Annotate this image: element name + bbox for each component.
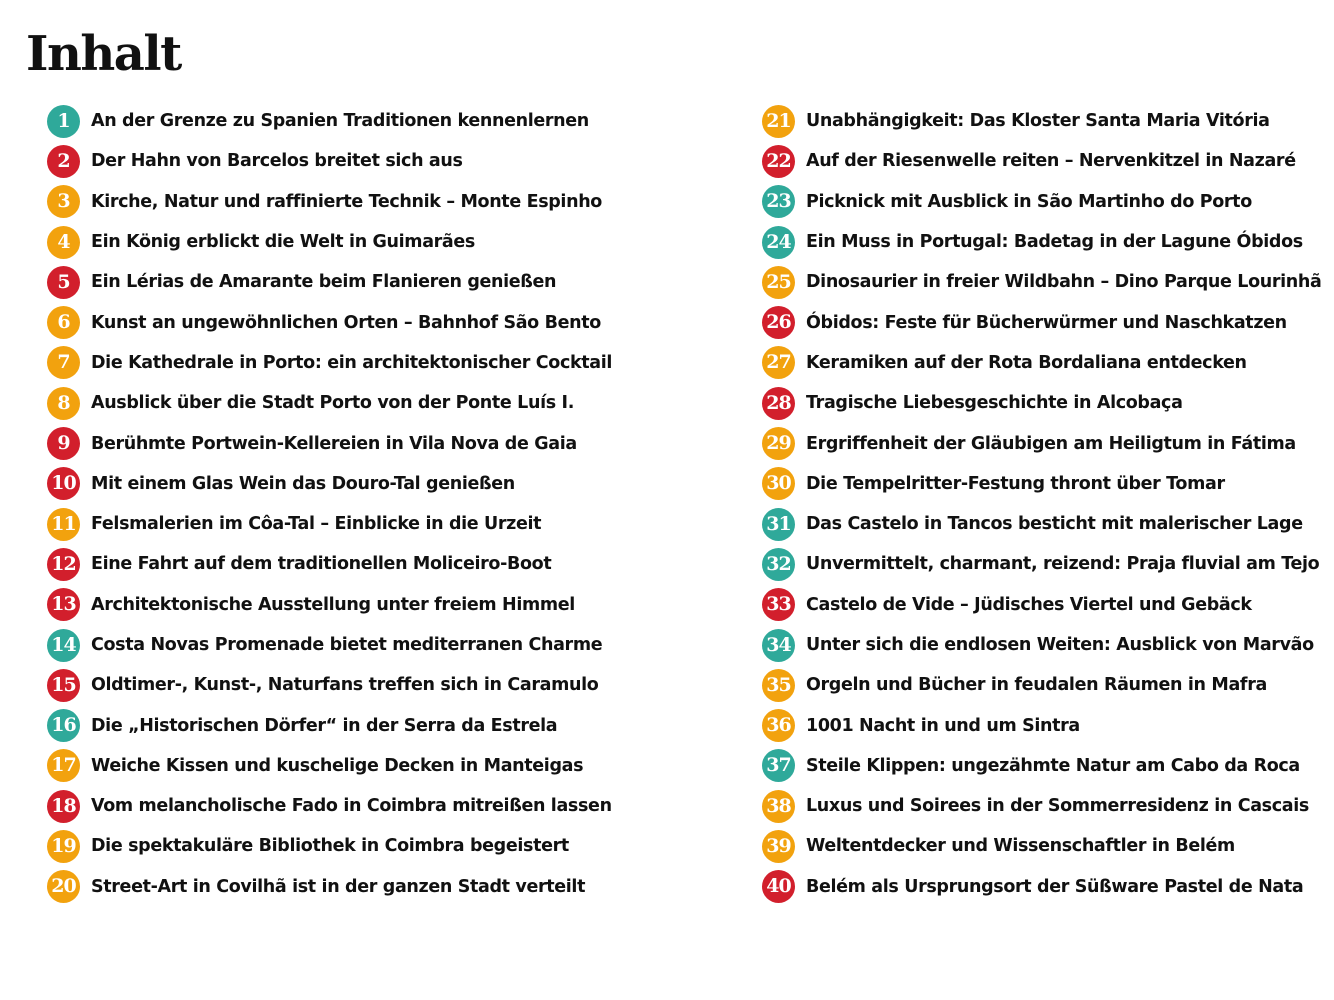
entry-title: Street-Art in Covilhã ist in der ganzen Stadt verteilt bbox=[91, 876, 586, 897]
number-badge: 27 bbox=[762, 346, 795, 379]
toc-entry[interactable] bbox=[762, 504, 1321, 544]
number-badge: 33 bbox=[762, 588, 795, 621]
number-badge: 1 bbox=[47, 105, 80, 138]
entry-title: Orgeln und Bücher in feudalen Räumen in Mafra bbox=[806, 675, 1267, 696]
toc-entry[interactable] bbox=[762, 625, 1321, 665]
toc-entry[interactable] bbox=[47, 262, 612, 302]
entry-title: Mit einem Glas Wein das Douro-Tal genießen bbox=[91, 473, 515, 494]
number-badge: 26 bbox=[762, 306, 795, 339]
toc-entry[interactable] bbox=[47, 665, 612, 705]
entry-title: Ergriffenheit der Gläubigen am Heiligtum in Fátima bbox=[806, 433, 1296, 454]
entry-title: Weltentdecker und Wissenschaftler in Belém bbox=[806, 836, 1235, 857]
toc-entry[interactable] bbox=[47, 544, 612, 584]
number-badge: 2 bbox=[47, 145, 80, 178]
number-badge: 28 bbox=[762, 387, 795, 420]
toc-column-left bbox=[47, 101, 612, 907]
entry-title: Picknick mit Ausblick in São Martinho do Porto bbox=[806, 191, 1252, 212]
toc-entry[interactable] bbox=[762, 786, 1321, 826]
entry-title: Kirche, Natur und raffinierte Technik – Monte Espinho bbox=[91, 191, 602, 212]
toc-entry[interactable] bbox=[762, 464, 1321, 504]
number-badge: 25 bbox=[762, 266, 795, 299]
number-badge: 17 bbox=[47, 749, 80, 782]
toc-entry[interactable] bbox=[47, 141, 612, 181]
number-badge: 24 bbox=[762, 226, 795, 259]
toc-entry[interactable] bbox=[762, 101, 1321, 141]
number-badge: 14 bbox=[47, 629, 80, 662]
entry-title: Die spektakuläre Bibliothek in Coimbra begeistert bbox=[91, 836, 569, 857]
toc-entry[interactable] bbox=[47, 705, 612, 745]
toc-entry[interactable] bbox=[47, 423, 612, 463]
number-badge: 5 bbox=[47, 266, 80, 299]
toc-entry[interactable] bbox=[47, 585, 612, 625]
number-badge: 20 bbox=[47, 870, 80, 903]
toc-entry[interactable] bbox=[762, 302, 1321, 342]
toc-entry[interactable] bbox=[762, 222, 1321, 262]
toc-entry[interactable] bbox=[762, 585, 1321, 625]
toc-entry[interactable] bbox=[47, 182, 612, 222]
entry-title: Oldtimer-, Kunst-, Naturfans treffen sich in Caramulo bbox=[91, 675, 599, 696]
entry-title: Steile Klippen: ungezähmte Natur am Cabo da Roca bbox=[806, 755, 1300, 776]
number-badge: 12 bbox=[47, 548, 80, 581]
toc-entry[interactable] bbox=[47, 101, 612, 141]
entry-title: Unter sich die endlosen Weiten: Ausblick von Marvão bbox=[806, 635, 1314, 655]
entry-title: Ausblick über die Stadt Porto von der Ponte Luís I. bbox=[91, 393, 574, 414]
toc-column-right bbox=[762, 101, 1321, 907]
toc-entry[interactable] bbox=[47, 826, 612, 866]
number-badge: 38 bbox=[762, 790, 795, 823]
entry-title: Keramiken auf der Rota Bordaliana entdecken bbox=[806, 352, 1247, 373]
toc-entry[interactable] bbox=[47, 464, 612, 504]
entry-title: Die Tempelritter-Festung thront über Tomar bbox=[806, 473, 1225, 494]
entry-title: Berühmte Portwein-Kellereien in Vila Nova de Gaia bbox=[91, 433, 577, 454]
entry-title: Architektonische Ausstellung unter freiem Himmel bbox=[91, 594, 575, 615]
number-badge: 39 bbox=[762, 830, 795, 863]
toc-entry[interactable] bbox=[762, 826, 1321, 866]
entry-title: Óbidos: Feste für Bücherwürmer und Naschkatzen bbox=[806, 312, 1287, 333]
toc-entry[interactable] bbox=[762, 544, 1321, 584]
entry-title: Belém als Ursprungsort der Süßware Pastel de Nata bbox=[806, 876, 1304, 897]
number-badge: 16 bbox=[47, 709, 80, 742]
toc-entry[interactable] bbox=[762, 423, 1321, 463]
number-badge: 21 bbox=[762, 105, 795, 138]
entry-title: Der Hahn von Barcelos breitet sich aus bbox=[91, 151, 463, 172]
toc-entry[interactable] bbox=[762, 182, 1321, 222]
toc-entry[interactable] bbox=[762, 383, 1321, 423]
number-badge: 37 bbox=[762, 749, 795, 782]
toc-entry[interactable] bbox=[762, 746, 1321, 786]
entry-title: Dinosaurier in freier Wildbahn – Dino Parque Lourinhã bbox=[806, 272, 1322, 293]
entry-title: Die Kathedrale in Porto: ein architektonischer Cocktail bbox=[91, 352, 613, 373]
entry-title: Felsmalerien im Côa-Tal – Einblicke in die Urzeit bbox=[91, 514, 542, 535]
number-badge: 7 bbox=[47, 346, 80, 379]
number-badge: 30 bbox=[762, 467, 795, 500]
number-badge: 15 bbox=[47, 669, 80, 702]
toc-entry[interactable] bbox=[47, 625, 612, 665]
number-badge: 4 bbox=[47, 226, 80, 259]
toc-entry[interactable] bbox=[762, 665, 1321, 705]
number-badge: 32 bbox=[762, 548, 795, 581]
number-badge: 3 bbox=[47, 185, 80, 218]
entry-title: An der Grenze zu Spanien Traditionen kennenlernen bbox=[91, 111, 589, 132]
number-badge: 13 bbox=[47, 588, 80, 621]
entry-title: Das Castelo in Tancos besticht mit malerischer Lage bbox=[806, 514, 1303, 535]
toc-entry[interactable] bbox=[47, 343, 612, 383]
entry-title: Luxus und Soirees in der Sommerresidenz in Cascais bbox=[806, 796, 1309, 817]
entry-title: 1001 Nacht in und um Sintra bbox=[806, 715, 1080, 736]
entry-title: Weiche Kissen und kuschelige Decken in Manteigas bbox=[91, 755, 584, 776]
number-badge: 11 bbox=[47, 508, 80, 541]
entry-title: Ein König erblickt die Welt in Guimarães bbox=[91, 232, 475, 253]
number-badge: 23 bbox=[762, 185, 795, 218]
toc-entry[interactable] bbox=[762, 705, 1321, 745]
entry-title: Ein Muss in Portugal: Badetag in der Lagune Óbidos bbox=[806, 232, 1303, 253]
entry-title: Costa Novas Promenade bietet mediterranen Charme bbox=[91, 635, 603, 655]
toc-entry[interactable] bbox=[47, 504, 612, 544]
toc-entry[interactable] bbox=[762, 343, 1321, 383]
toc-entry[interactable] bbox=[47, 302, 612, 342]
entry-title: Unvermittelt, charmant, reizend: Praja fluvial am Tejo bbox=[806, 554, 1320, 575]
page-title: Inhalt bbox=[26, 26, 181, 82]
number-badge: 40 bbox=[762, 870, 795, 903]
toc-entry[interactable] bbox=[762, 141, 1321, 181]
number-badge: 34 bbox=[762, 629, 795, 662]
number-badge: 29 bbox=[762, 427, 795, 460]
entry-title: Die „Historischen Dörfer“ in der Serra da Estrela bbox=[91, 715, 558, 736]
number-badge: 18 bbox=[47, 790, 80, 823]
number-badge: 35 bbox=[762, 669, 795, 702]
number-badge: 36 bbox=[762, 709, 795, 742]
toc-entry[interactable] bbox=[47, 746, 612, 786]
number-badge: 10 bbox=[47, 467, 80, 500]
number-badge: 8 bbox=[47, 387, 80, 420]
entry-title: Auf der Riesenwelle reiten – Nervenkitzel in Nazaré bbox=[806, 151, 1296, 172]
entry-title: Eine Fahrt auf dem traditionellen Moliceiro-Boot bbox=[91, 554, 552, 575]
entry-title: Tragische Liebesgeschichte in Alcobaça bbox=[806, 393, 1183, 414]
toc-entry[interactable] bbox=[762, 867, 1321, 907]
toc-entry[interactable] bbox=[47, 383, 612, 423]
toc-entry[interactable] bbox=[47, 786, 612, 826]
entry-title: Unabhängigkeit: Das Kloster Santa Maria Vitória bbox=[806, 111, 1270, 132]
toc-entry[interactable] bbox=[47, 222, 612, 262]
number-badge: 9 bbox=[47, 427, 80, 460]
toc-entry[interactable] bbox=[47, 867, 612, 907]
entry-title: Castelo de Vide – Jüdisches Viertel und Gebäck bbox=[806, 594, 1252, 615]
number-badge: 19 bbox=[47, 830, 80, 863]
entry-title: Vom melancholische Fado in Coimbra mitreißen lassen bbox=[91, 796, 612, 817]
toc-entry[interactable] bbox=[762, 262, 1321, 302]
number-badge: 6 bbox=[47, 306, 80, 339]
number-badge: 31 bbox=[762, 508, 795, 541]
number-badge: 22 bbox=[762, 145, 795, 178]
entry-title: Ein Lérias de Amarante beim Flanieren genießen bbox=[91, 272, 557, 293]
entry-title: Kunst an ungewöhnlichen Orten – Bahnhof São Bento bbox=[91, 312, 601, 333]
